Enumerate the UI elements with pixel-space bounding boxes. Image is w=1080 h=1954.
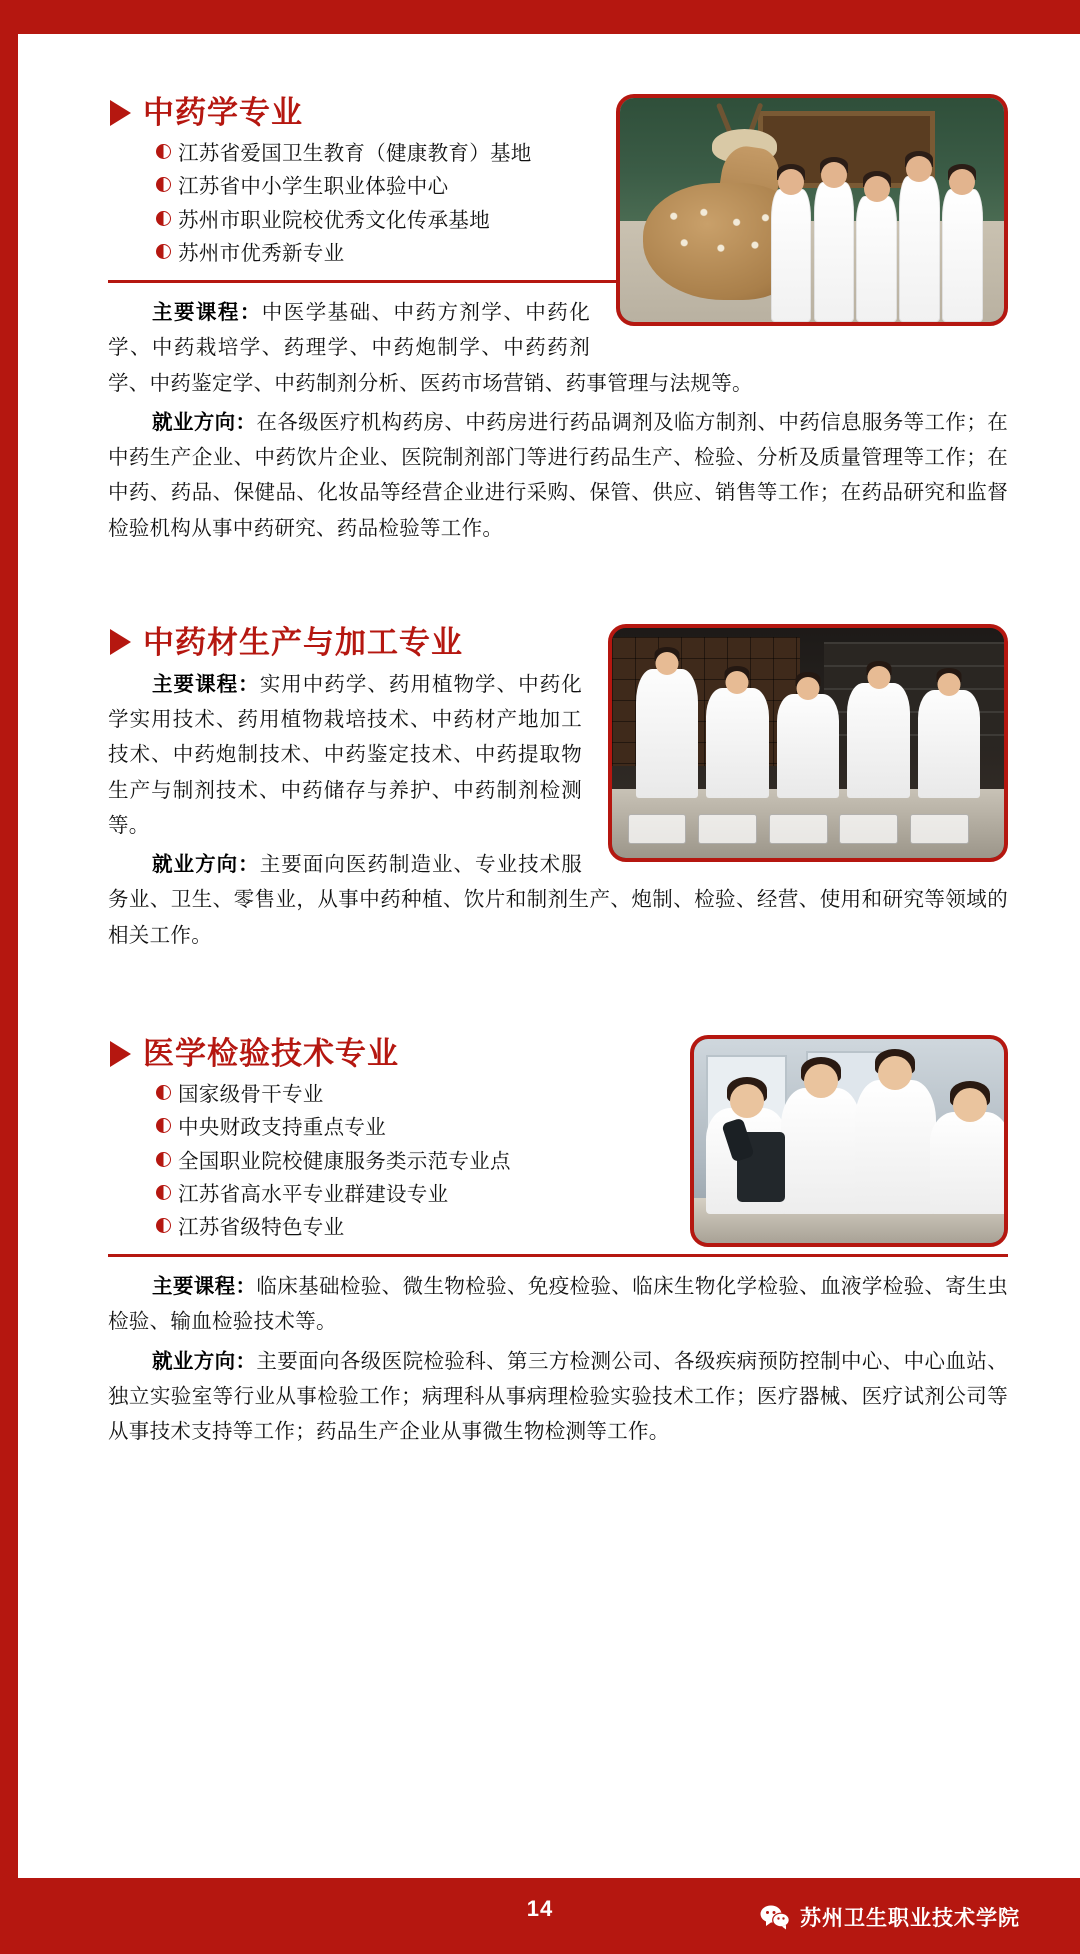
courses-label: 主要课程： [152,301,262,324]
honor-text: 国家级骨干专业 [178,1083,324,1107]
half-circle-bullet-icon [156,177,171,192]
half-circle-bullet-icon [156,244,171,259]
courses-paragraph [108,1269,1008,1340]
jobs-label: 就业方向： [152,410,257,434]
half-circle-bullet-icon [156,144,171,159]
list-item [156,1111,664,1144]
section-title-row [108,1035,664,1072]
section-title-row [108,624,582,661]
divider [108,1254,1008,1257]
courses-label: 主要课程： [152,1275,257,1299]
triangle-marker-icon [110,100,131,126]
list-item [156,204,590,237]
honor-text: 江苏省高水平专业群建设专业 [178,1182,449,1206]
jobs-text: 主要面向各级医院检验科、第三方检测公司、各级疾病预防控制中心、中心血站、独立实验室等行业从事检验工作；病理科从事病理检验实验技术工作；医疗器械、医疗试剂公司等从事技术支持等工作；药品生产企业从事微生物检测等工作。 [108,1349,1008,1444]
honor-text: 中央财政支持重点专业 [178,1116,386,1140]
list-item [156,170,590,203]
jobs-label: 就业方向： [152,853,260,877]
section-title: 中药学专业 [143,95,303,130]
list-item [156,1145,664,1178]
list-item [156,137,590,170]
footer-brand [760,1902,1020,1932]
jobs-paragraph [108,847,1008,953]
top-red-bar [0,0,1080,34]
honor-text: 江苏省爱国卫生教育（健康教育）基地 [178,142,532,166]
list-item [156,1211,664,1244]
honor-text: 江苏省级特色专业 [178,1215,345,1239]
jobs-paragraph [108,1344,1008,1450]
half-circle-bullet-icon [156,1152,171,1167]
page-content [18,34,1080,1475]
list-item [156,237,590,270]
list-item [156,1178,664,1211]
triangle-marker-icon [110,629,131,655]
jobs-text: 主要面向医药制造业、专业技术服务业、卫生、零售业，从事中药种植、饮片和制剂生产、炮制、检验、经营、使用和研究等领域的相关工作。 [108,853,1008,947]
photo-herb-processing-lab [608,624,1008,862]
footer-brand-text: 苏州卫生职业技术学院 [800,1907,1020,1930]
half-circle-bullet-icon [156,1218,171,1233]
list-item [156,1078,664,1111]
half-circle-bullet-icon [156,1085,171,1100]
photo-deer-anatomy-class [616,94,1008,326]
courses-text: 临床基础检验、微生物检验、免疫检验、临床生物化学检验、血液学检验、寄生虫检验、输血检验技术等。 [108,1275,1008,1334]
section-herb-production [108,624,1008,953]
wechat-icon [760,1904,790,1930]
half-circle-bullet-icon [156,1118,171,1133]
section-medical-lab-technology [108,1035,1008,1449]
honor-text: 苏州市优秀新专业 [178,241,345,265]
photo-microscope-lab [690,1035,1008,1247]
jobs-paragraph [108,405,1008,546]
honor-text: 苏州市职业院校优秀文化传承基地 [178,208,490,232]
triangle-marker-icon [110,1041,131,1067]
half-circle-bullet-icon [156,211,171,226]
page-number: 14 [526,1896,554,1921]
courses-label: 主要课程： [152,672,260,696]
left-red-stripe [0,0,18,1954]
honor-text: 江苏省中小学生职业体验中心 [178,175,449,199]
courses-text: 实用中药学、药用植物学、中药化学实用技术、药用植物栽培技术、中药材产地加工技术、中药炮制技术、中药鉴定技术、中药提取物生产与制剂技术、中药储存与养护、中药制剂检测等。 [108,672,583,837]
courses-text: 中医学基础、中药方剂学、中药化学、中药栽培学、药理学、中药炮制学、中药药剂学、中药鉴定学、中药制剂分析、医药市场营销、药事管理与法规等。 [108,301,753,395]
section-title-row [108,94,590,131]
jobs-text: 在各级医疗机构药房、中药房进行药品调剂及临方制剂、中药信息服务等工作；在中药生产企业、中药饮片企业、医院制剂部门等进行药品生产、检验、分析及质量管理等工作；在中药、药品、保健品、化妆品等经营企业进行采购、保管、供应、销售等工作；在药品研究和监督检验机构从事中药研究、药品检验等工作。 [108,410,1008,540]
jobs-label: 就业方向： [152,1349,257,1373]
section-title: 医学检验技术专业 [143,1035,399,1071]
section-tcm-pharmacy [108,94,1008,546]
honor-text: 全国职业院校健康服务类示范专业点 [178,1149,511,1173]
half-circle-bullet-icon [156,1185,171,1200]
section-title: 中药材生产与加工专业 [143,624,463,660]
